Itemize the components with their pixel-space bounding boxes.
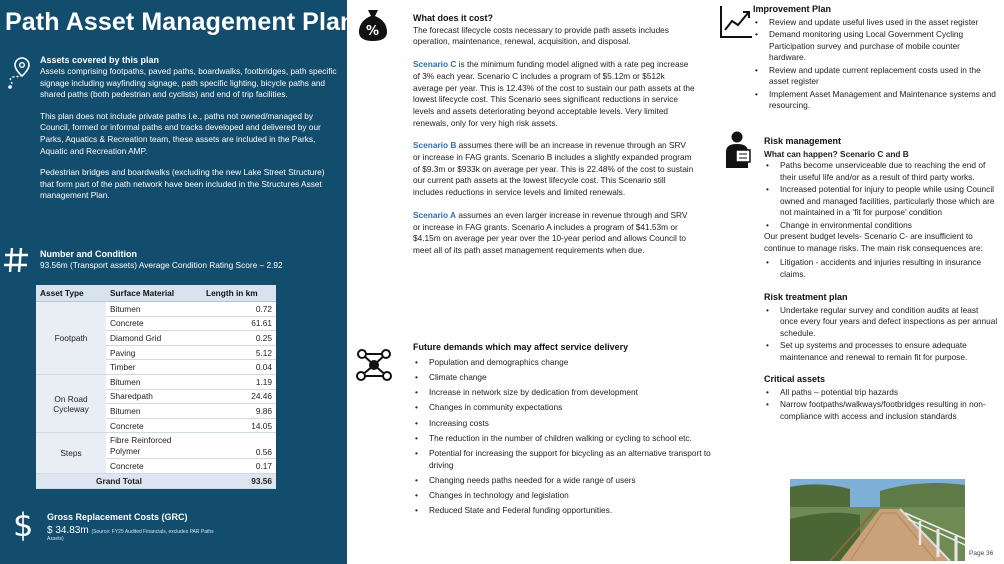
assets-covered-section — [40, 55, 340, 212]
list-item: • Set up systems and processes to ensure adequate maintenance and renewal to remain fit for purpose. — [764, 340, 998, 363]
improvement-heading: Improvement Plan — [753, 4, 832, 14]
list-item: • Litigation - accidents and injuries resulting in insurance claims. — [764, 257, 998, 280]
future-list — [413, 357, 713, 517]
risk-budget-text: Our present budget levels- Scenario C- are insufficient to continue to manage risks. The main risk consequences are: — [764, 231, 983, 253]
risk-consequence-list — [764, 257, 998, 280]
critical-list — [764, 387, 998, 423]
scenario-b-label: Scenario B — [413, 140, 457, 151]
asset-type-cell: On Road Cycleway — [36, 374, 106, 432]
length-cell: 61.61 — [202, 316, 276, 331]
route-pin-icon — [6, 56, 32, 95]
list-item: • Review and update current replacement costs used in the asset register — [753, 65, 997, 88]
list-item: • The reduction in the number of children walking or cycling to school etc. — [413, 433, 713, 445]
list-item: • Narrow footpaths/walkways/footbridges resulting in non-compliance with access and inclusion standards — [764, 399, 998, 422]
improvement-plan-section — [753, 4, 997, 113]
material-cell: Bitumen — [106, 404, 202, 419]
table-row — [36, 302, 276, 317]
asset-type-cell: Footpath — [36, 302, 106, 375]
length-cell: 9.86 — [202, 404, 276, 419]
grc-source-note-cont: Assets) — [47, 536, 64, 542]
assets-paragraph-3: Pedestrian bridges and boardwalks (excluding the new Lake Street Structure) that form part of the path network have been included in the Structures Asset management Plan. — [40, 167, 325, 201]
total-label: Grand Total — [36, 473, 202, 488]
material-cell: Concrete — [106, 418, 202, 433]
length-cell: 0.25 — [202, 331, 276, 346]
table-total-row — [36, 473, 276, 488]
scenario-a-paragraph — [413, 210, 695, 257]
col-length: Length in km — [202, 285, 276, 302]
col-surface-material: Surface Material — [106, 285, 202, 302]
total-value: 93.56 — [202, 473, 276, 488]
critical-heading: Critical assets — [764, 374, 826, 384]
treatment-heading: Risk treatment plan — [764, 292, 848, 302]
length-cell: 14.05 — [202, 418, 276, 433]
material-cell: Fibre Reinforced Polymer — [106, 433, 202, 459]
assets-paragraph-2: This plan does not include private paths i.e., paths not owned/managed by Council, formed or informal paths and tracks developed and delivered by our Parks, Aquatics & Recreation team, these assets are included in the Parks, Aquatic and Recreation AMP. — [40, 110, 321, 156]
list-item: • Reduced State and Federal funding opportunities. — [413, 505, 713, 517]
cost-intro: The forecast lifecycle costs necessary to provide path assets includes operation, maintenance, renewal, acquisition, and disposal. — [413, 24, 669, 47]
length-cell: 5.12 — [202, 345, 276, 360]
length-cell: 0.72 — [202, 302, 276, 317]
trend-chart-icon — [718, 4, 754, 45]
boardwalk-photo — [790, 479, 965, 561]
list-item: • Potential for increasing the support for bicycling as an alternative transport to driving — [413, 448, 713, 471]
table-row — [36, 374, 276, 389]
grc-value: $ 34.83m — [47, 525, 89, 536]
scenario-c-label: Scenario C — [413, 59, 457, 70]
risk-subheading: What can happen? Scenario C and B — [764, 148, 909, 159]
asset-length-table — [36, 285, 276, 489]
grc-source-note: (Source: FY25 Audited Financials, excludes PAR Paths — [91, 529, 214, 535]
network-icon — [354, 346, 394, 389]
list-item: • Increase in network size by dedication from development — [413, 387, 713, 399]
page-title: Path Asset Management Plan — [5, 8, 356, 36]
length-cell: 0.04 — [202, 360, 276, 375]
list-item: • Changes in technology and legislation — [413, 490, 713, 502]
list-item: • Population and demographics change — [413, 357, 713, 369]
length-cell: 0.17 — [202, 459, 276, 474]
material-cell: Diamond Grid — [106, 331, 202, 346]
page-number: Page 36 — [969, 550, 994, 557]
table-header-row — [36, 285, 276, 302]
condition-text: 93.56m (Transport assets) Average Condition Rating Score – 2.92 — [40, 260, 283, 270]
list-item: • Increased potential for injury to people while using Council owned and managed facilities, particularly those which are not maintained in a ‘fit for purpose’ condition — [764, 184, 998, 219]
future-demands-section — [413, 342, 713, 520]
length-cell: 1.19 — [202, 374, 276, 389]
length-cell: 24.46 — [202, 389, 276, 404]
hash-icon — [2, 246, 30, 279]
risk-heading: Risk management — [764, 136, 842, 146]
grc-heading: Gross Replacement Costs (GRC) — [47, 512, 188, 522]
left-panel — [0, 0, 356, 564]
list-item: • Change in environmental conditions — [764, 220, 998, 232]
scenario-a-label: Scenario A — [413, 209, 457, 220]
list-item: • Review and update useful lives used in the asset register — [753, 17, 997, 29]
table-row — [36, 433, 276, 459]
list-item: • Climate change — [413, 372, 713, 384]
treatment-list — [764, 305, 998, 364]
cost-heading: What does it cost? — [413, 13, 494, 23]
list-item: • Implement Asset Management and Maintenance systems and resourcing. — [753, 89, 997, 112]
material-cell: Bitumen — [106, 374, 202, 389]
list-item: • Changing needs paths needed for a wide range of users — [413, 475, 713, 487]
dollar-icon — [12, 506, 34, 547]
svg-text:%: % — [366, 24, 380, 39]
improvement-list — [753, 17, 997, 112]
risk-management-section — [764, 136, 998, 423]
condition-heading: Number and Condition — [40, 249, 137, 259]
material-cell: Timber — [106, 360, 202, 375]
list-item: • Changes in community expectations — [413, 402, 713, 414]
list-item: • All paths – potential trip hazards — [764, 387, 998, 399]
assets-heading: Assets covered by this plan — [40, 55, 160, 65]
material-cell: Concrete — [106, 316, 202, 331]
money-bag-icon — [356, 7, 390, 48]
scenario-b-text: assumes there will be an increase in revenue through an SRV or increase in FAG grants. Scenario B includes a slightly expanded program of $9.3m or $933k on average per year. This is 22.48% of the cost to sustain our current path assets at the lowest lifecycle cost. This Scenario still includes reductions in service levels and limited renewals. — [413, 140, 694, 198]
scenario-c-paragraph — [413, 59, 695, 129]
person-risk-icon — [722, 130, 754, 175]
list-item: • Undertake regular survey and condition audits at least once every four years and defect inspections as per annual schedule. — [764, 305, 998, 340]
list-item: • Demand monitoring using Local Government Cycling Participation survey and purchase of mobile counter hardware. — [753, 29, 997, 64]
scenario-c-text: is the minimum funding model aligned with a rate peg increase of 3% each year. Scenario C includes a program of $5.12m or $512k average per year. This is 12.43% of the cost to sustain our path assets at the lowest lifecycle cost. This Scenario sees significant reductions in service levels and assets deteriorating beyond acceptable levels. Very limited renewals, only for very high risk assets. — [413, 59, 695, 128]
assets-paragraph-1: Assets comprising footpaths, paved paths, boardwalks, footbridges, path specific signage including wayfinding signage, path specific lighting, bicycle paths and shared paths (both pedestrian and cyclists) and end of trip facilities. — [40, 66, 337, 100]
grc-value-line — [47, 525, 337, 536]
grc-section — [47, 512, 337, 542]
col-asset-type: Asset Type — [36, 285, 106, 302]
risk-list — [764, 160, 998, 231]
asset-type-cell: Steps — [36, 433, 106, 474]
scenario-a-text: assumes an even larger increase in revenue through and SRV or increase in FAG grants. Scenario A includes a program of $41.53m or $4.15m on average per year over the 10-year period and allows Council to meet all of its path asset management requirements when due. — [413, 209, 688, 255]
material-cell: Paving — [106, 345, 202, 360]
svg-text:$: $ — [13, 506, 34, 542]
number-condition-section — [40, 249, 340, 272]
material-cell: Sharedpath — [106, 389, 202, 404]
scenario-b-paragraph — [413, 140, 695, 199]
future-heading: Future demands which may affect service delivery — [413, 342, 629, 352]
material-cell: Concrete — [106, 459, 202, 474]
material-cell: Bitumen — [106, 302, 202, 317]
cost-section — [413, 13, 695, 268]
length-cell: 0.56 — [202, 433, 276, 459]
list-item: • Paths become unserviceable due to reaching the end of their useful life and/or as a result of third party works. — [764, 160, 998, 183]
list-item: • Increasing costs — [413, 418, 713, 430]
